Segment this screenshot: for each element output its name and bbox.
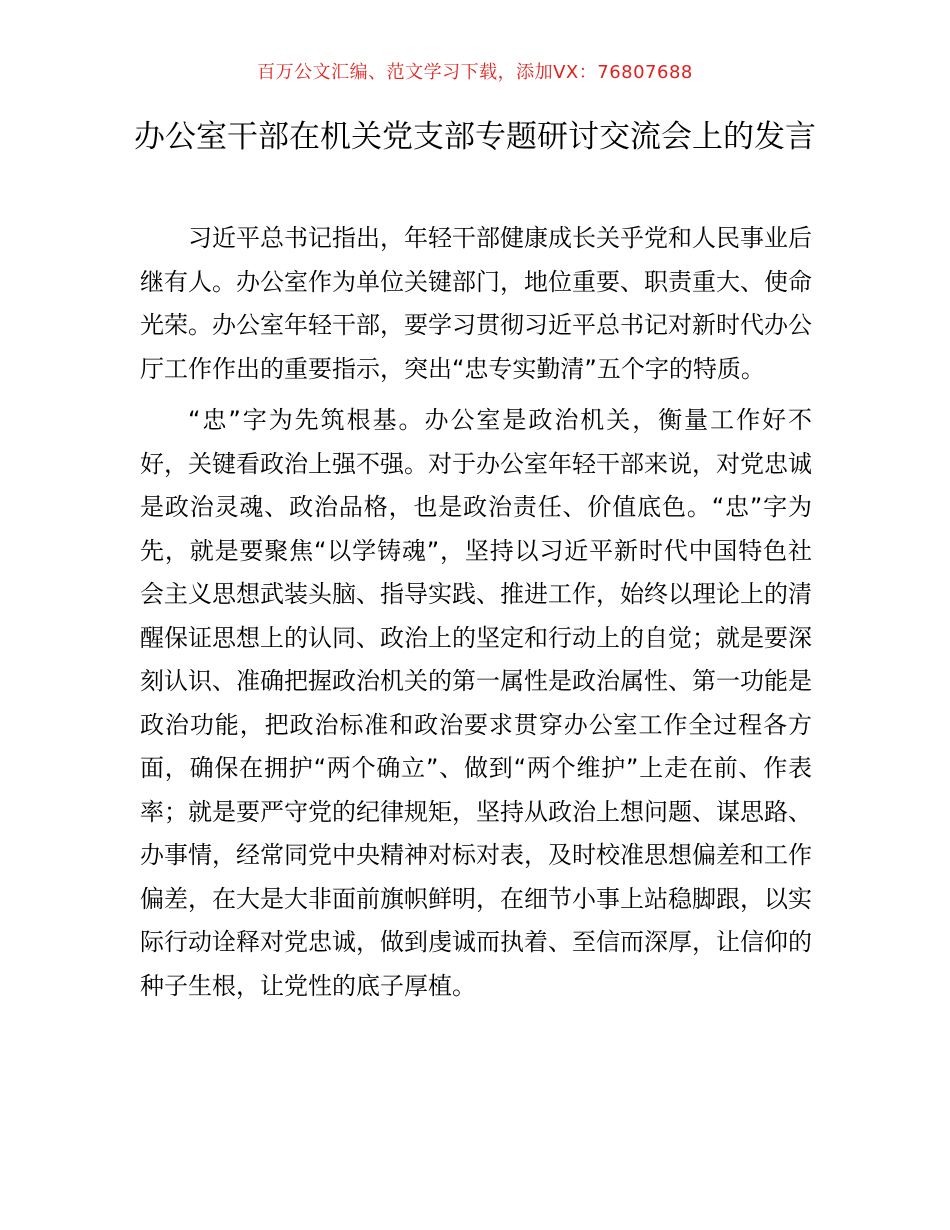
document-title: 办公室干部在机关党支部专题研讨交流会上的发言 bbox=[134, 119, 816, 155]
paragraph-loyalty: “忠”字为先筑根基。办公室是政治机关，衡量工作好不好，关键看政治上强不强。对于办公室年轻干部来说，对党忠诚是政治灵魂、政治品格，也是政治责任、价值底色。“忠”字为先，就是要聚焦“以学铸魂”，坚持以习近平新时代中国特色社会主义思想武装头脑、指导实践、推进工作，始终以理论上的清醒保证思想上的认同、政治上的坚定和行动上的自觉；就是要深刻认识、准确把握政治机关的第一属性是政治属性、第一功能是政治功能，把政治标准和政治要求贯穿办公室工作全过程各方面，确保在拥护“两个确立”、做到“两个维护”上走在前、作表率；就是要严守党的纪律规矩，坚持从政治上想问题、谋思路、办事情，经常同党中央精神对标对表，及时校准思想偏差和工作偏差，在大是大非面前旗帜鲜明，在细节小事上站稳脚跟，以实际行动诠释对党忠诚，做到虔诚而执着、至信而深厚，让信仰的种子生根，让党性的底子厚植。 bbox=[140, 406, 812, 1000]
paragraph-intro: 习近平总书记指出，年轻干部健康成长关乎党和人民事业后继有人。办公室作为单位关键部门，地位重要、职责重大、使命光荣。办公室年轻干部，要学习贯彻习近平总书记对新时代办公厅工作作出的重要指示，突出“忠专实勤清”五个字的特质。 bbox=[140, 224, 812, 383]
header-watermark: 百万公文汇编、范文学习下载，添加VX：76807688 bbox=[257, 62, 693, 83]
document-body bbox=[140, 217, 812, 1016]
